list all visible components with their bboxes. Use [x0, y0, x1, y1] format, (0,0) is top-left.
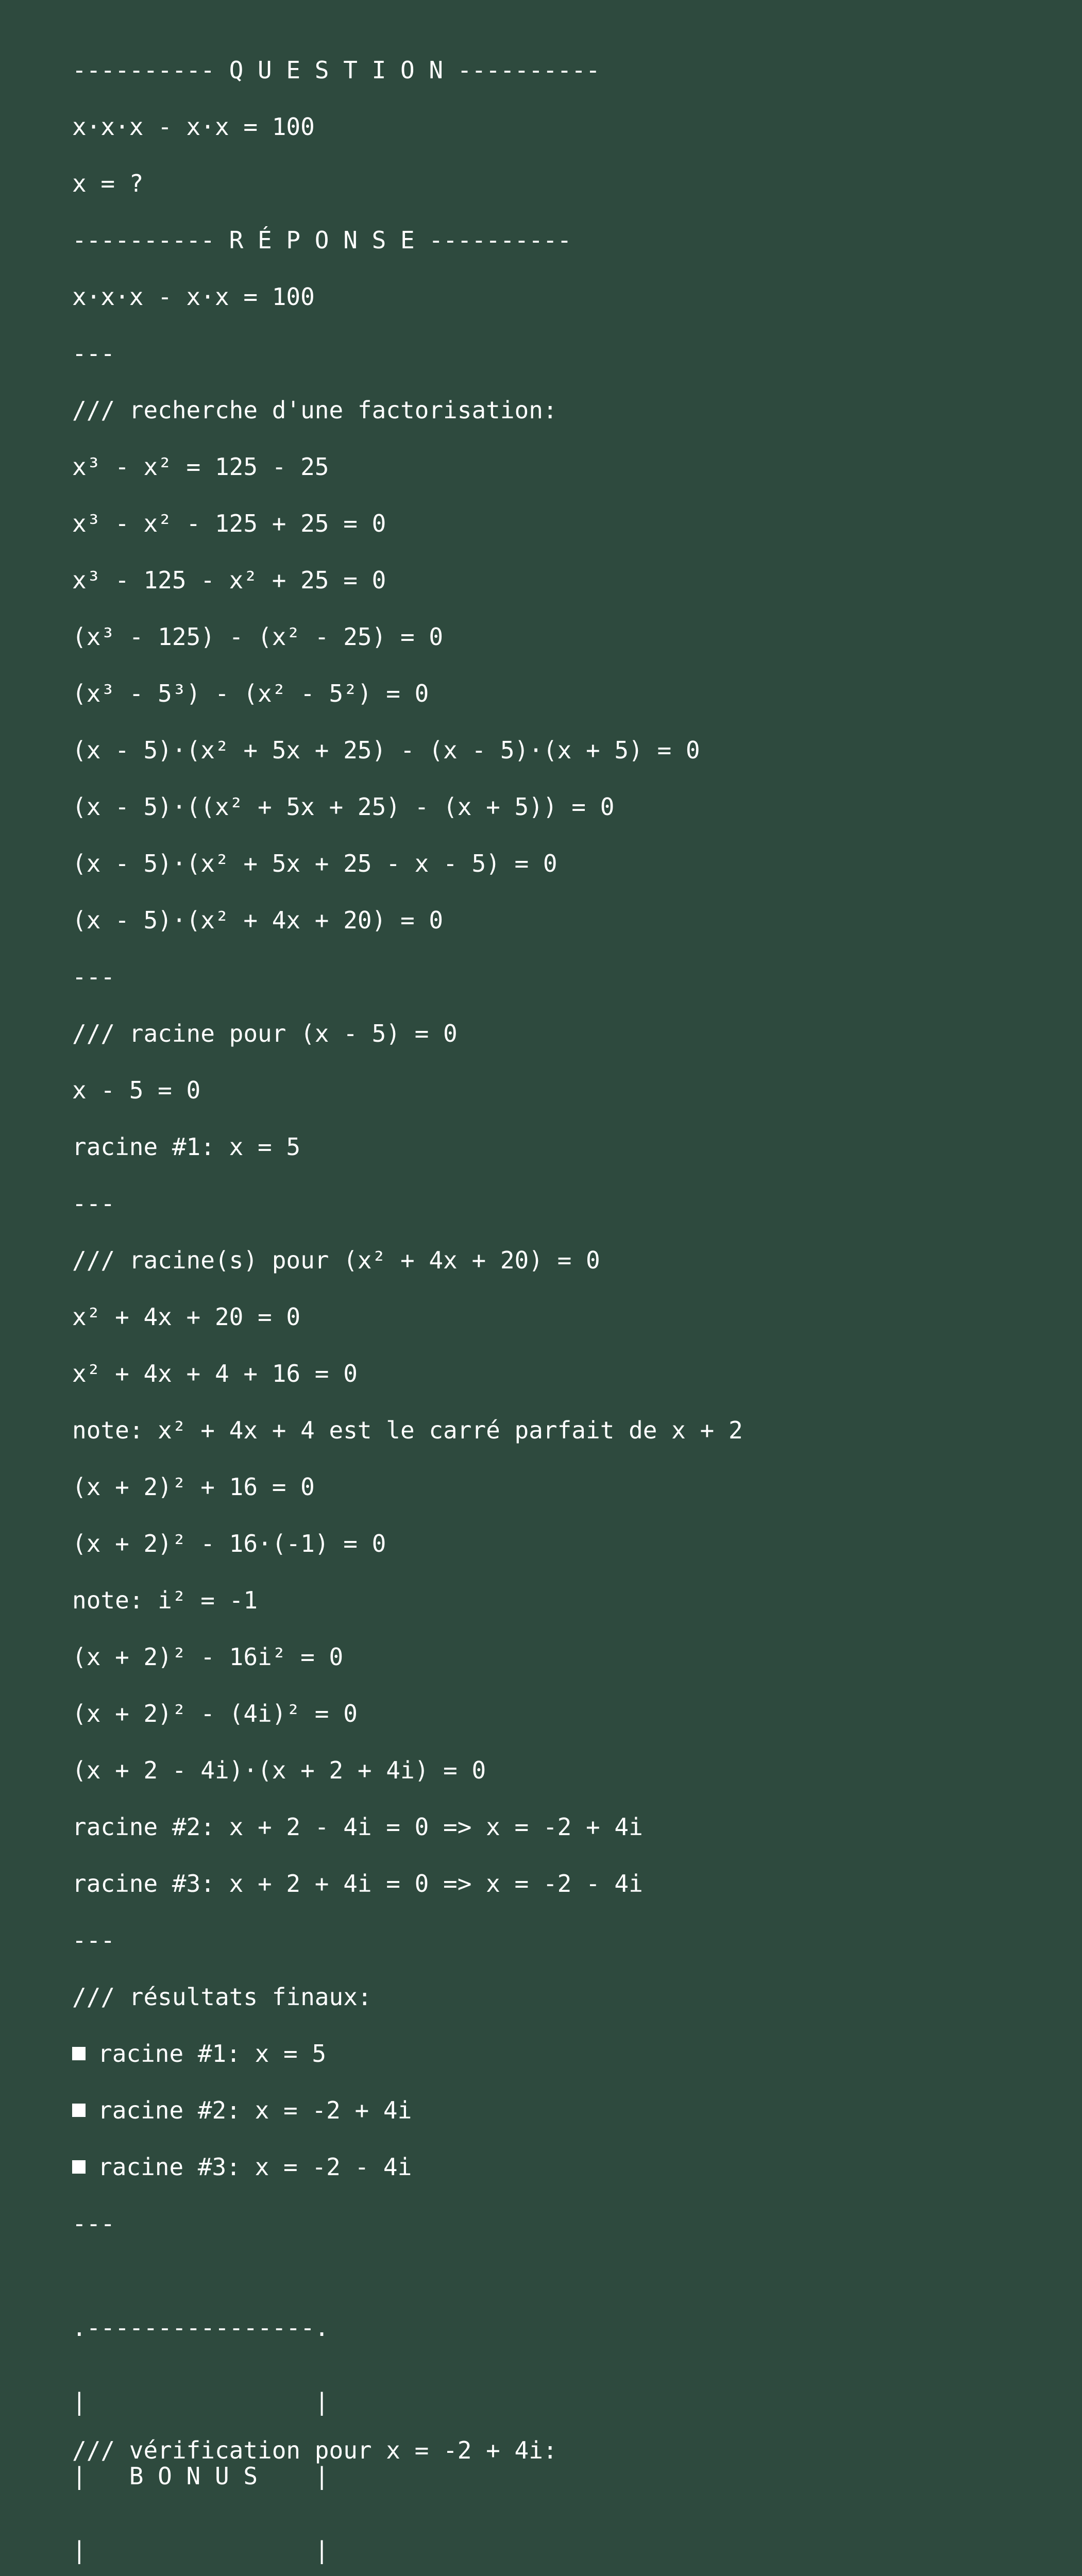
bonus-box-side: | |: [72, 2536, 329, 2564]
equation-line: x³ - 125 - x² + 25 = 0: [72, 566, 386, 594]
result-text: racine #3: x = -2 - 4i: [98, 2153, 412, 2181]
equation-line: (x + 2 - 4i)·(x + 2 + 4i) = 0: [72, 1756, 486, 1784]
equation-line: (x - 5)·(x² + 4x + 20) = 0: [72, 906, 444, 934]
equation-line: x³ - x² - 125 + 25 = 0: [72, 510, 386, 537]
note-line: note: x² + 4x + 4 est le carré parfait de x + 2: [72, 1416, 743, 1444]
equation-line: x·x·x - x·x = 100: [72, 113, 315, 141]
comment-line: /// racine pour (x - 5) = 0: [72, 1020, 458, 1047]
equation-line: x² + 4x + 20 = 0: [72, 1303, 301, 1331]
bonus-box-border-top: .----------------.: [72, 2314, 329, 2342]
result-text: racine #2: x = -2 + 4i: [98, 2096, 412, 2124]
equation-line: (x³ - 125) - (x² - 25) = 0: [72, 623, 444, 651]
equation-line: racine #1: x = 5: [72, 1133, 301, 1161]
equation-line: (x + 2)² - (4i)² = 0: [72, 1700, 358, 1727]
equation-line: x = ?: [72, 170, 144, 197]
result-item: [72, 2038, 326, 2069]
result-item: [72, 2151, 412, 2182]
section-separator: ---: [72, 963, 115, 991]
result-item: [72, 2095, 412, 2126]
equation-line: racine #2: x + 2 - 4i = 0 => x = -2 + 4i: [72, 1813, 643, 1841]
result-text: racine #1: x = 5: [98, 2040, 327, 2067]
section-separator: ---: [72, 1190, 115, 1217]
equation-line: (x + 2)² - 16·(-1) = 0: [72, 1530, 386, 1557]
bonus-box-side: | |: [72, 2388, 329, 2416]
equation-line: (x + 2)² + 16 = 0: [72, 1473, 315, 1501]
equation-line: x³ - x² = 125 - 25: [72, 453, 329, 481]
equation-line: x·x·x - x·x = 100: [72, 283, 315, 311]
equation-line: x - 5 = 0: [72, 1076, 201, 1104]
question-header: ---------- Q U E S T I O N ----------: [72, 56, 600, 84]
equation-line: (x - 5)·(x² + 5x + 25 - x - 5) = 0: [72, 850, 557, 877]
section-separator: ---: [72, 340, 115, 367]
section-separator: ---: [72, 1926, 115, 1954]
equation-line: racine #3: x + 2 + 4i = 0 => x = -2 - 4i: [72, 1870, 643, 1897]
answer-header: ---------- R É P O N S E ----------: [72, 226, 572, 254]
comment-line: /// racine(s) pour (x² + 4x + 20) = 0: [72, 1246, 600, 1274]
note-line: note: i² = -1: [72, 1586, 258, 1614]
equation-line: x² + 4x + 4 + 16 = 0: [72, 1360, 358, 1387]
section-separator: ---: [72, 2210, 115, 2238]
equation-line: (x³ - 5³) - (x² - 5²) = 0: [72, 680, 429, 707]
bonus-box-title: | B O N U S |: [72, 2462, 329, 2490]
comment-line: /// résultats finaux:: [72, 1983, 372, 2011]
equation-line: (x - 5)·((x² + 5x + 25) - (x + 5)) = 0: [72, 793, 615, 821]
bullet-square-icon: [72, 2104, 86, 2117]
comment-line: /// recherche d'une factorisation:: [72, 396, 557, 424]
bullet-square-icon: [72, 2160, 86, 2174]
comment-line: /// vérification pour x = -2 + 4i:: [72, 2436, 557, 2464]
bonus-box: [72, 2266, 329, 2576]
bullet-square-icon: [72, 2047, 86, 2060]
equation-line: (x + 2)² - 16i² = 0: [72, 1643, 344, 1671]
equation-line: (x - 5)·(x² + 5x + 25) - (x - 5)·(x + 5) = 0: [72, 736, 700, 764]
